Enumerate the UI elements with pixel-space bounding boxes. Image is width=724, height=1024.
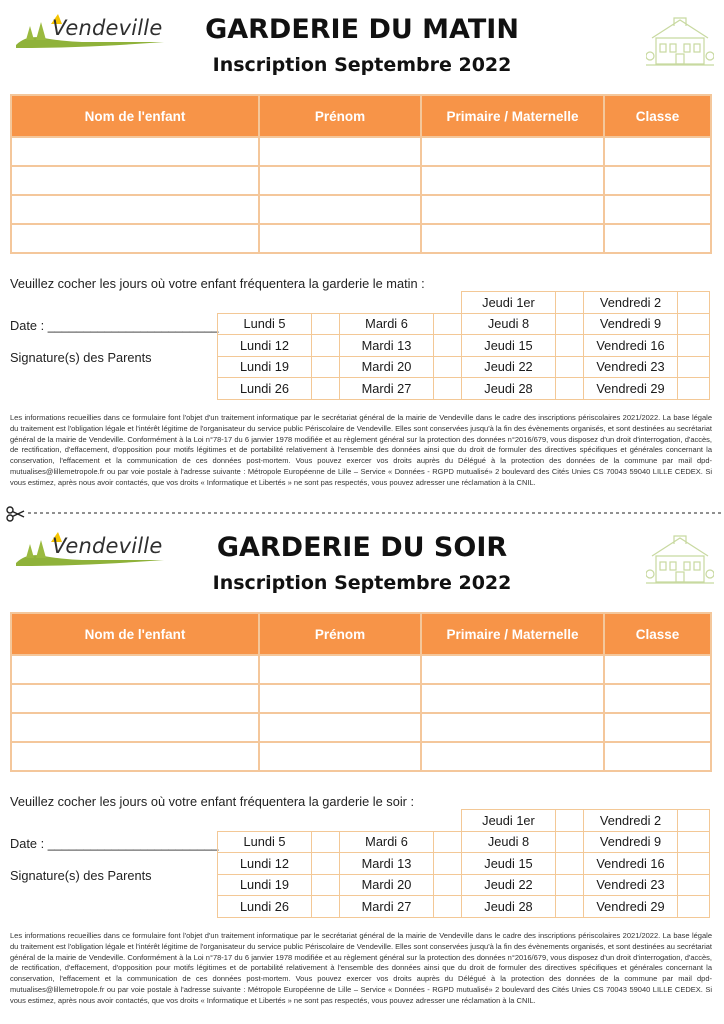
page-title: GARDERIE DU SOIR: [216, 532, 508, 563]
entry-cell[interactable]: [421, 137, 604, 166]
day-checkbox[interactable]: [678, 853, 710, 875]
spacer: [340, 810, 434, 832]
day-checkbox[interactable]: [556, 335, 584, 357]
column-header: Primaire / Maternelle: [421, 613, 604, 655]
day-checkbox[interactable]: [556, 292, 584, 314]
entry-cell[interactable]: [259, 195, 421, 224]
day-checkbox[interactable]: [556, 378, 584, 400]
table-row: [11, 713, 711, 742]
entry-cell[interactable]: [604, 137, 711, 166]
day-label: Vendredi 16: [584, 853, 678, 875]
entry-cell[interactable]: [259, 166, 421, 195]
day-label: Vendredi 23: [584, 356, 678, 378]
days-row: [218, 810, 710, 832]
day-checkbox[interactable]: [312, 831, 340, 853]
day-label: Lundi 5: [218, 831, 312, 853]
column-header: Nom de l'enfant: [11, 613, 259, 655]
column-header: Nom de l'enfant: [11, 95, 259, 137]
table-row: [11, 224, 711, 253]
day-label: Jeudi 15: [462, 335, 556, 357]
day-label: Jeudi 8: [462, 831, 556, 853]
entry-cell[interactable]: [421, 224, 604, 253]
entry-cell[interactable]: [604, 684, 711, 713]
day-label: Mardi 20: [340, 356, 434, 378]
day-label: Jeudi 1er: [462, 810, 556, 832]
signature-label: Signature(s) des Parents: [10, 868, 152, 883]
days-row: [218, 292, 710, 314]
spacer: [434, 292, 462, 314]
day-label: Vendredi 29: [584, 896, 678, 918]
day-checkbox[interactable]: [434, 378, 462, 400]
days-row: [218, 896, 710, 918]
entry-cell[interactable]: [604, 742, 711, 771]
entry-cell[interactable]: [11, 166, 259, 195]
entry-cell[interactable]: [11, 684, 259, 713]
day-checkbox[interactable]: [434, 896, 462, 918]
town-hall-icon: [646, 530, 714, 586]
entry-cell[interactable]: [604, 195, 711, 224]
days-grid: [217, 291, 710, 400]
day-checkbox[interactable]: [434, 335, 462, 357]
legal-notice: Les informations recueillies dans ce formulaire font l'objet d'un traitement informatique par le secrétariat général de la mairie de Vendeville dans le cadre des inscriptions périscolaires 2021/2022. La base légale du traitement est l'obligation légale et l'intérêt légitime de l'organisateur du service public Périscolaire de Vendeville. Elles sont conservées jusqu'à la fin des évènements organisés, et sont destinées au secrétariat général de la mairie de Vendeville. Conformément à la Loi n°78-17 du 6 janvier 1978 modifiée et au règlement général sur la protection des données n°2016/679, vous disposez d'un droit d'interrogation, d'accès, de rectification, d'effacement, d'opposition pour motifs légitimes et de portabilité relativement à l'ensemble des données ainsi que du droit de formuler des directives spécifiques et générales concernant la conservation, l'effacement et la communication de ces données post-mortem. Vous pouvez exercer vos droits auprès du Délégué à la protection des données de la commune par mail dpd-mutualises@lillemetropole.fr ou par voie postale à l'adresse suivante : Métropole Européenne de Lille – Service « Données - RGPD mutualisé» 2 boulevard des Cités Unies CS 70043 59040 LILLE CEDEX. Si vous estimez, après nous avoir contactés, que vos droits « Informatique et Libertés » ne sont pas respectés, vous pouvez adresser une réclamation à la CNIL.: [10, 413, 712, 487]
day-label: Jeudi 1er: [462, 292, 556, 314]
date-field[interactable]: Date : ________________________: [10, 836, 219, 851]
registration-table: [10, 612, 712, 772]
day-label: Mardi 6: [340, 831, 434, 853]
logo-text: Vendeville: [52, 534, 163, 558]
days-row: [218, 831, 710, 853]
table-row: [11, 655, 711, 684]
day-label: Vendredi 2: [584, 292, 678, 314]
entry-cell[interactable]: [421, 684, 604, 713]
spacer: [218, 292, 312, 314]
day-label: Mardi 6: [340, 313, 434, 335]
day-label: Vendredi 16: [584, 335, 678, 357]
entry-cell[interactable]: [259, 224, 421, 253]
entry-cell[interactable]: [421, 166, 604, 195]
day-checkbox[interactable]: [434, 831, 462, 853]
day-checkbox[interactable]: [434, 313, 462, 335]
day-checkbox[interactable]: [312, 378, 340, 400]
day-label: Jeudi 28: [462, 896, 556, 918]
days-grid: [217, 809, 710, 918]
entry-cell[interactable]: [421, 742, 604, 771]
day-checkbox[interactable]: [556, 896, 584, 918]
day-checkbox[interactable]: [556, 810, 584, 832]
entry-cell[interactable]: [11, 742, 259, 771]
day-checkbox[interactable]: [556, 831, 584, 853]
day-instruction: Veuillez cocher les jours où votre enfant fréquentera la garderie le matin :: [10, 276, 425, 291]
page-title: GARDERIE DU MATIN: [205, 14, 519, 45]
town-hall-icon: [646, 12, 714, 68]
spacer: [312, 292, 340, 314]
days-row: [218, 313, 710, 335]
entry-cell[interactable]: [259, 655, 421, 684]
entry-cell[interactable]: [604, 224, 711, 253]
form-section: [0, 0, 724, 505]
day-checkbox[interactable]: [678, 335, 710, 357]
entry-cell[interactable]: [259, 713, 421, 742]
day-label: Jeudi 22: [462, 356, 556, 378]
day-label: Mardi 13: [340, 853, 434, 875]
day-label: Vendredi 9: [584, 313, 678, 335]
entry-cell[interactable]: [11, 195, 259, 224]
spacer: [340, 292, 434, 314]
days-row: [218, 853, 710, 875]
day-label: Lundi 12: [218, 335, 312, 357]
day-label: Lundi 19: [218, 874, 312, 896]
entry-cell[interactable]: [259, 742, 421, 771]
entry-cell[interactable]: [11, 137, 259, 166]
entry-cell[interactable]: [11, 224, 259, 253]
day-checkbox[interactable]: [312, 335, 340, 357]
day-checkbox[interactable]: [678, 810, 710, 832]
day-label: Mardi 27: [340, 896, 434, 918]
entry-cell[interactable]: [11, 655, 259, 684]
day-checkbox[interactable]: [434, 853, 462, 875]
column-header: Prénom: [259, 95, 421, 137]
day-checkbox[interactable]: [312, 356, 340, 378]
logo-text: Vendeville: [52, 16, 163, 40]
cut-line: [0, 503, 724, 523]
spacer: [312, 810, 340, 832]
day-checkbox[interactable]: [678, 292, 710, 314]
day-label: Lundi 5: [218, 313, 312, 335]
day-checkbox[interactable]: [556, 356, 584, 378]
days-row: [218, 356, 710, 378]
spacer: [218, 810, 312, 832]
legal-notice: Les informations recueillies dans ce formulaire font l'objet d'un traitement informatique par le secrétariat général de la mairie de Vendeville dans le cadre des inscriptions périscolaires 2021/2022. La base légale du traitement est l'obligation légale et l'intérêt légitime de l'organisateur du service public Périscolaire de Vendeville. Elles sont conservées jusqu'à la fin des évènements organisés, et sont destinées au secrétariat général de la mairie de Vendeville. Conformément à la Loi n°78-17 du 6 janvier 1978 modifiée et au règlement général sur la protection des données n°2016/679, vous disposez d'un droit d'interrogation, d'accès, de rectification, d'effacement, d'opposition pour motifs légitimes et de portabilité relativement à l'ensemble des données ainsi que du droit de formuler des directives spécifiques et générales concernant la conservation, l'effacement et la communication de ces données post-mortem. Vous pouvez exercer vos droits auprès du Délégué à la protection des données de la commune par mail dpd-mutualises@lillemetropole.fr ou par voie postale à l'adresse suivante : Métropole Européenne de Lille – Service « Données - RGPD mutualisé» 2 boulevard des Cités Unies CS 70043 59040 LILLE CEDEX. Si vous estimez, après nous avoir contactés, que vos droits « Informatique et Libertés » ne sont pas respectés, vous pouvez adresser une réclamation à la CNIL.: [10, 931, 712, 1005]
day-label: Mardi 27: [340, 378, 434, 400]
column-header: Classe: [604, 613, 711, 655]
entry-cell[interactable]: [11, 713, 259, 742]
day-label: Lundi 26: [218, 896, 312, 918]
day-label: Lundi 12: [218, 853, 312, 875]
signature-label: Signature(s) des Parents: [10, 350, 152, 365]
day-checkbox[interactable]: [556, 313, 584, 335]
entry-cell[interactable]: [421, 655, 604, 684]
days-row: [218, 335, 710, 357]
column-header: Prénom: [259, 613, 421, 655]
day-label: Lundi 26: [218, 378, 312, 400]
day-label: Jeudi 22: [462, 874, 556, 896]
day-checkbox[interactable]: [312, 313, 340, 335]
day-label: Vendredi 29: [584, 378, 678, 400]
table-row: [11, 137, 711, 166]
entry-cell[interactable]: [421, 713, 604, 742]
day-checkbox[interactable]: [678, 378, 710, 400]
day-checkbox[interactable]: [678, 896, 710, 918]
entry-cell[interactable]: [421, 195, 604, 224]
spacer: [434, 810, 462, 832]
day-checkbox[interactable]: [678, 831, 710, 853]
date-field[interactable]: Date : ________________________: [10, 318, 219, 333]
day-checkbox[interactable]: [312, 896, 340, 918]
day-label: Vendredi 23: [584, 874, 678, 896]
day-checkbox[interactable]: [678, 874, 710, 896]
form-section: [0, 518, 724, 1023]
entry-cell[interactable]: [604, 655, 711, 684]
table-row: [11, 166, 711, 195]
day-checkbox[interactable]: [556, 853, 584, 875]
column-header: Primaire / Maternelle: [421, 95, 604, 137]
table-row: [11, 195, 711, 224]
day-checkbox[interactable]: [312, 874, 340, 896]
day-label: Jeudi 28: [462, 378, 556, 400]
registration-table: [10, 94, 712, 254]
table-row: [11, 742, 711, 771]
day-checkbox[interactable]: [312, 853, 340, 875]
day-label: Mardi 13: [340, 335, 434, 357]
days-row: [218, 874, 710, 896]
entry-cell[interactable]: [604, 713, 711, 742]
day-checkbox[interactable]: [556, 874, 584, 896]
day-label: Lundi 19: [218, 356, 312, 378]
day-label: Jeudi 15: [462, 853, 556, 875]
day-checkbox[interactable]: [434, 874, 462, 896]
day-checkbox[interactable]: [678, 313, 710, 335]
page-subtitle: Inscription Septembre 2022: [212, 54, 512, 76]
day-checkbox[interactable]: [678, 356, 710, 378]
page-subtitle: Inscription Septembre 2022: [212, 572, 512, 594]
table-row: [11, 684, 711, 713]
day-label: Vendredi 9: [584, 831, 678, 853]
entry-cell[interactable]: [604, 166, 711, 195]
day-label: Jeudi 8: [462, 313, 556, 335]
days-row: [218, 378, 710, 400]
day-label: Vendredi 2: [584, 810, 678, 832]
entry-cell[interactable]: [259, 137, 421, 166]
day-label: Mardi 20: [340, 874, 434, 896]
entry-cell[interactable]: [259, 684, 421, 713]
scissors-icon: [7, 507, 24, 521]
column-header: Classe: [604, 95, 711, 137]
day-checkbox[interactable]: [434, 356, 462, 378]
day-instruction: Veuillez cocher les jours où votre enfant fréquentera la garderie le soir :: [10, 794, 415, 809]
